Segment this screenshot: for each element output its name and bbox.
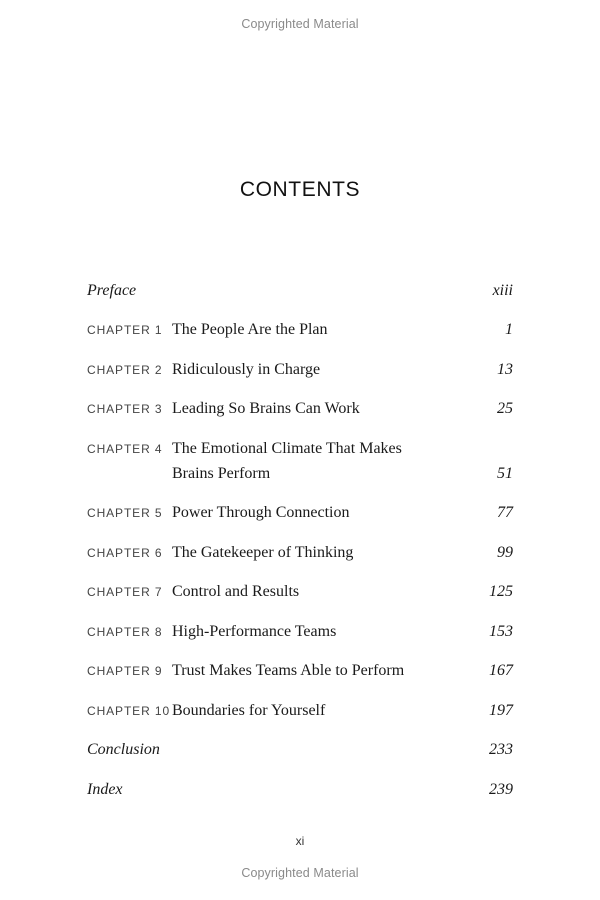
copyright-watermark-bottom: Copyrighted Material [241, 866, 359, 880]
toc-page-number: 25 [497, 400, 513, 417]
toc-label: Conclusion [87, 741, 160, 758]
toc-label: CHAPTER 4 [87, 442, 163, 456]
toc-page-number: 197 [489, 702, 513, 719]
toc-label: CHAPTER 9 [87, 664, 163, 678]
toc-page-number: 239 [489, 781, 513, 798]
toc-page-number: 233 [489, 741, 513, 758]
toc-title: The Emotional Climate That Makes Brains Perform [172, 440, 402, 482]
toc-title: Control and Results [172, 583, 300, 600]
toc-page-number: 99 [497, 544, 513, 561]
toc-label: CHAPTER 3 [87, 402, 163, 416]
toc-page-number: 51 [497, 465, 513, 482]
toc-label: CHAPTER 10 [87, 704, 171, 718]
toc-title: High-Performance Teams [172, 623, 337, 640]
toc-title: Leading So Brains Can Work [172, 400, 360, 417]
toc-title: Boundaries for Yourself [172, 702, 326, 719]
toc-title: Trust Makes Teams Able to Perform [172, 662, 405, 679]
toc-label: CHAPTER 6 [87, 546, 163, 560]
toc-page-number: 77 [497, 504, 513, 521]
toc-label: CHAPTER 2 [87, 363, 163, 377]
toc-page-number: 13 [497, 361, 513, 378]
toc-page-number: xiii [492, 282, 513, 299]
toc-page-number: 153 [489, 623, 513, 640]
toc-label: CHAPTER 8 [87, 625, 163, 639]
toc-title: The People Are the Plan [172, 321, 328, 338]
toc-label: Preface [87, 282, 137, 299]
toc-page-number: 167 [489, 662, 513, 679]
toc-title: Ridiculously in Charge [172, 361, 321, 378]
page-folio: xi [295, 834, 305, 848]
toc-title: Power Through Connection [172, 504, 350, 521]
page-title: CONTENTS [239, 178, 361, 201]
toc-page-number: 1 [505, 321, 513, 338]
copyright-watermark-top: Copyrighted Material [241, 17, 359, 31]
toc-title: The Gatekeeper of Thinking [172, 544, 354, 561]
toc-label: CHAPTER 7 [87, 585, 163, 599]
toc-label: Index [87, 781, 123, 798]
toc-label: CHAPTER 5 [87, 506, 163, 520]
toc-label: CHAPTER 1 [87, 323, 163, 337]
toc-page-number: 125 [489, 583, 513, 600]
